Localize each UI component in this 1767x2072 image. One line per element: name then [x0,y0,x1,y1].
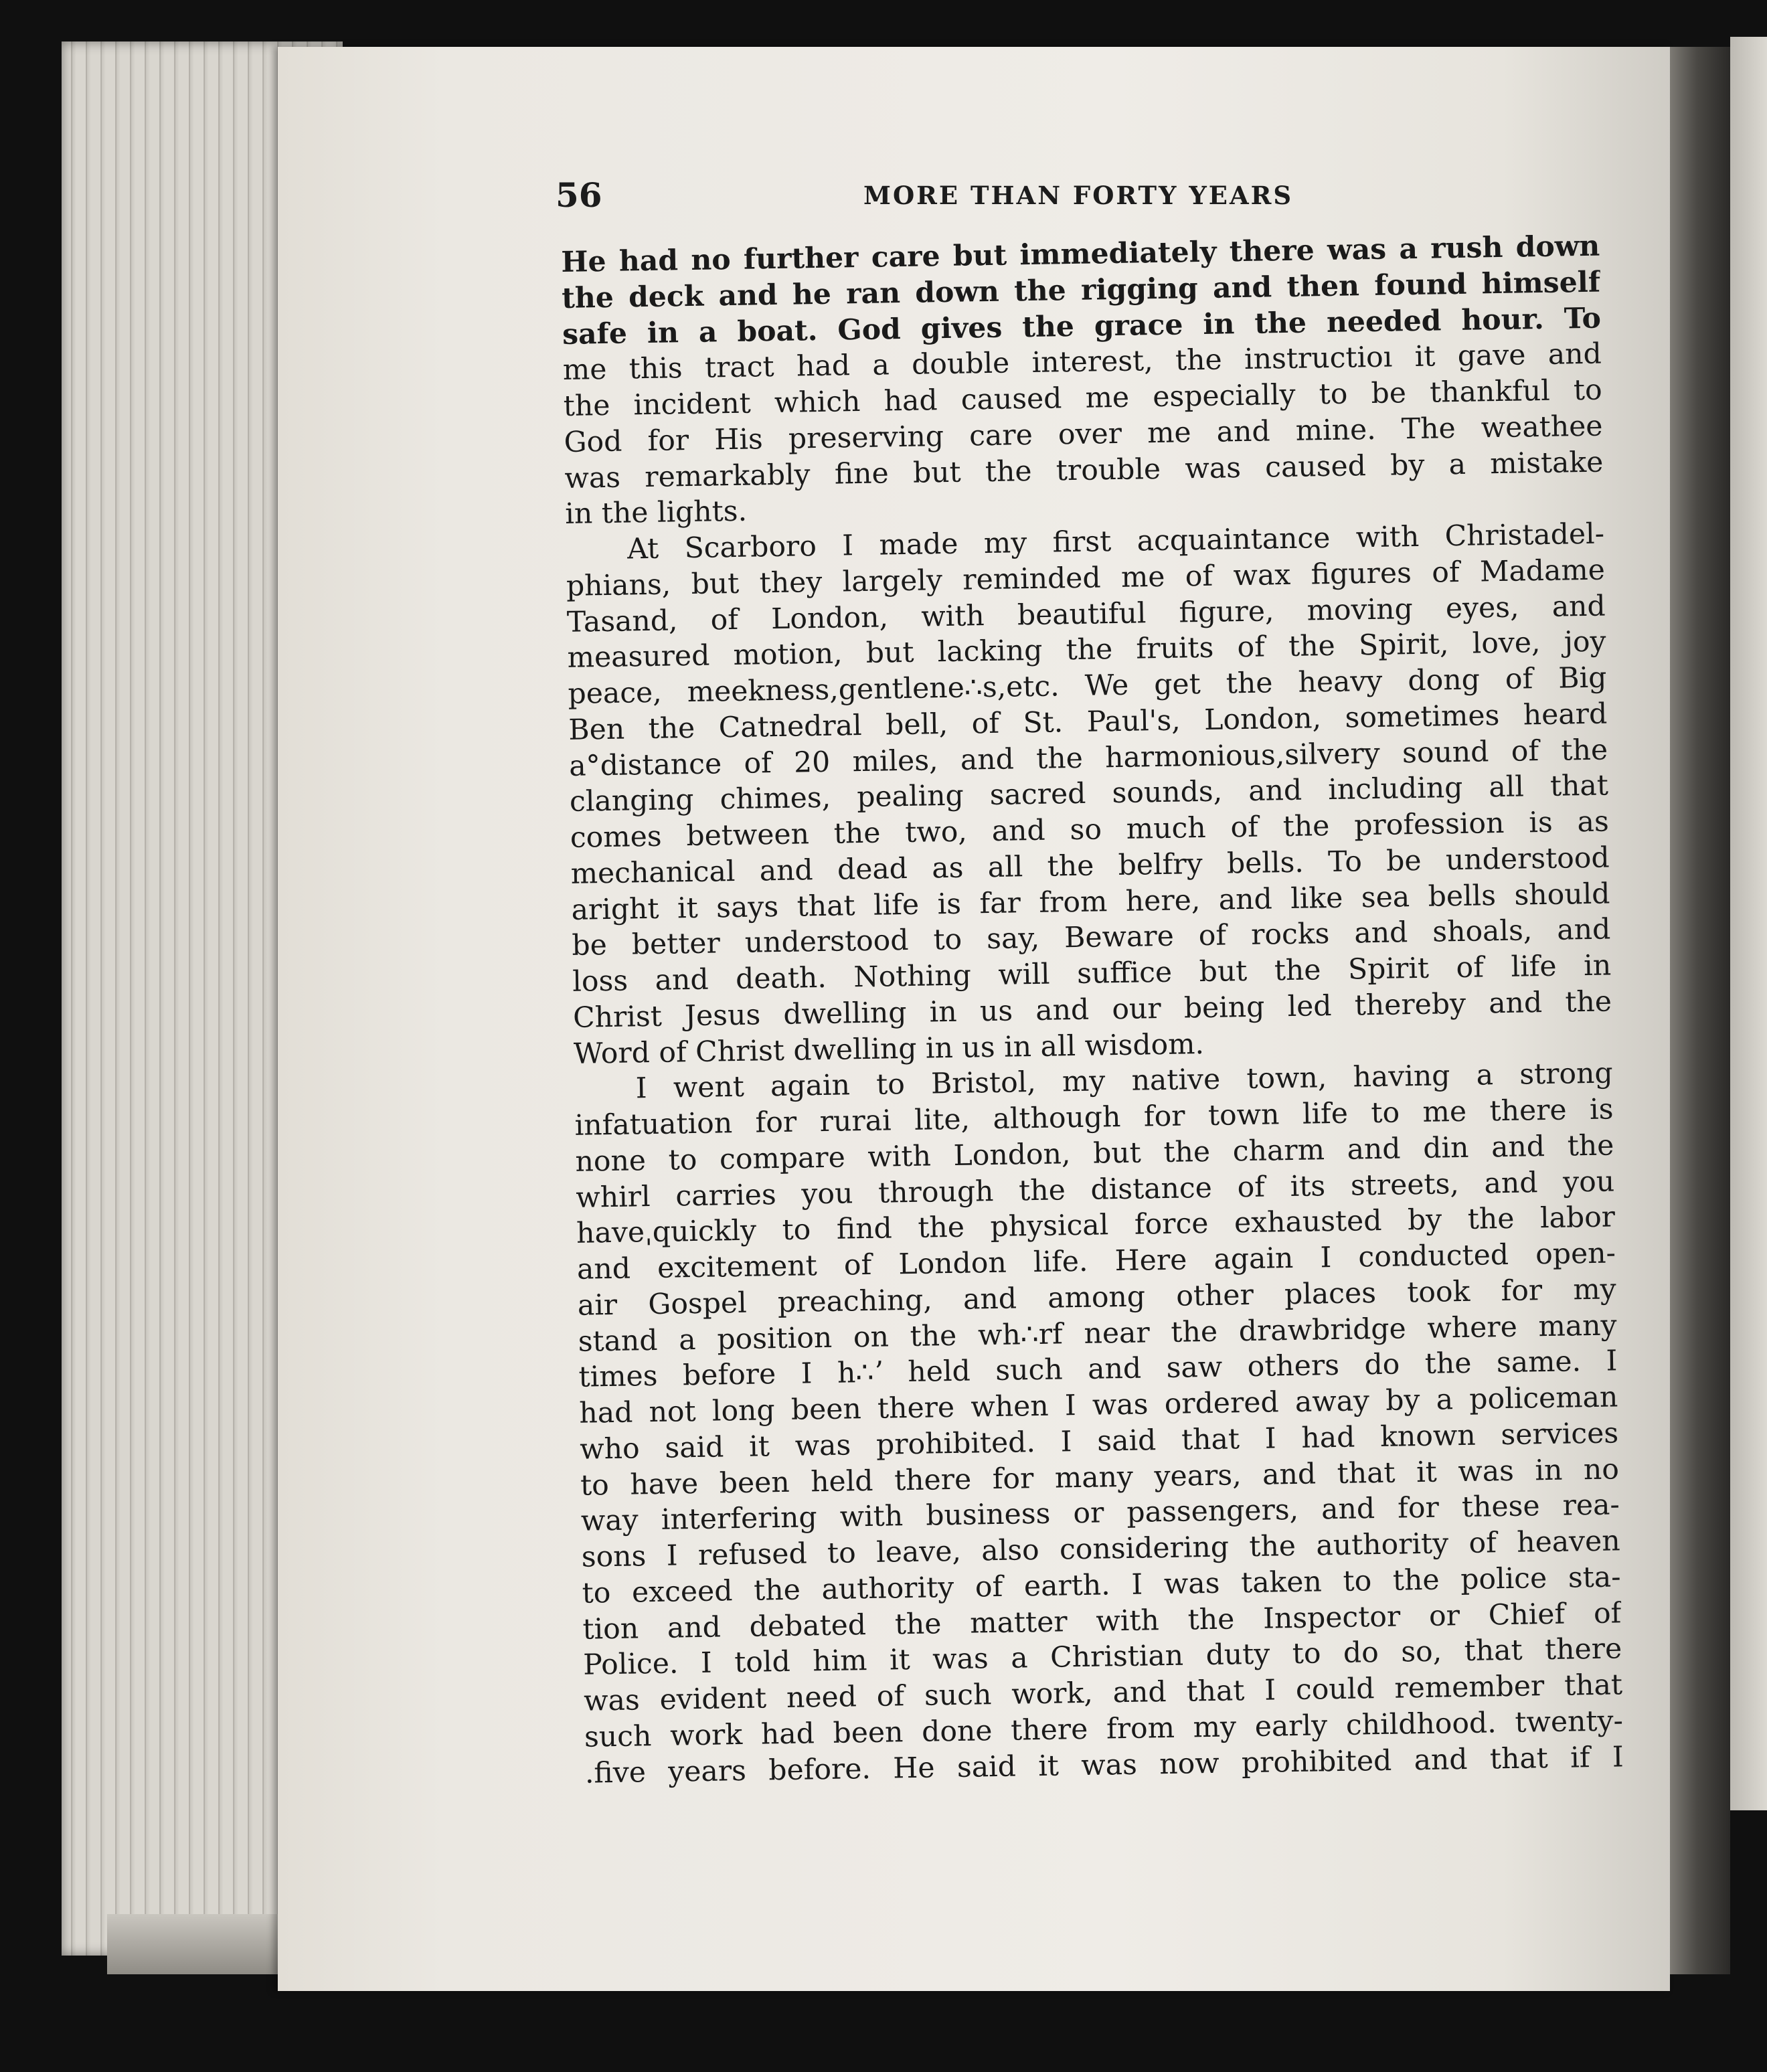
text-line: was evident need of such work, and that I could remember that [583,1668,1623,1718]
page-number: 56 [556,175,602,215]
text-line: He had no further care but immediately there was a rush down [561,229,1600,279]
text-line: tion and debated the matter with the Inspector or Chief of [582,1596,1622,1646]
running-head-title: MORE THAN FORTY YEARS [863,181,1294,210]
facing-page-edge [1730,37,1767,1810]
text-line: me this tract had a double interest, the instructioı it gave and [562,337,1602,387]
text-line: sons I refused to leave, also considering the authority of heaven [581,1525,1621,1574]
text-line: to exceed the authority of earth. I was taken to the police sta- [582,1561,1621,1610]
text-line: air Gospel preaching, and among other places took for my [577,1273,1617,1322]
text-line: was remarkably fine but the trouble was caused by a mistake [564,446,1604,495]
text-line: infatuation for rurai lite, although for town life to me there is [574,1093,1614,1142]
text-line: aright it says that life is far from here, and like sea bells should [571,877,1610,927]
text-line: Christ Jesus dwelling in us and our being led thereby and the [572,985,1612,1035]
text-line: safe in a boat. God gives the grace in the needed hour. To [562,301,1602,351]
text-line: At Scarboro I made my first acquaintance with Christadel- [626,517,1605,566]
text-line: loss and death. Nothing will suffice but the Spirit of life in [572,949,1612,999]
text-line: had not long been there when I was ordered away by a policeman [579,1381,1618,1430]
text-line: whirl carries you through the distance of its streets, and you [575,1164,1615,1215]
text-line: be better understood to say, Beware of rocks and shoals, and [572,913,1611,963]
text-line: .five years before. He said it was now prohibited and that if I [584,1740,1624,1790]
text-line: Police. I told him it was a Christian duty to do so, that there [582,1632,1622,1682]
binding-gutter [1670,47,1730,1974]
text-line: way interfering with business or passengers, and for these rea- [580,1488,1620,1539]
text-line: such work had been done there from my early childhood. twenty- [584,1705,1624,1754]
text-line: peace, meekness,gentlene∴s,etc. We get the heavy dong of Big [568,661,1607,711]
text-line: a°distance of 20 miles, and the harmonious,silvery sound of the [568,733,1608,783]
text-line: God for His preserving care over me and mine. The weathee [564,410,1603,459]
text-line: Tasand, of London, with beautiful figure, moving eyes, and [566,590,1606,639]
text-line: clanging chimes, pealing sacred sounds, and including all that [569,769,1609,819]
text-line: the incident which had caused me especially to be thankful to [563,373,1602,423]
running-head [556,175,1707,215]
text-line: phians, but they largely reminded me of wax figures of Madame [566,553,1606,603]
text-line: comes between the two, and so much of the profession is as [570,805,1610,855]
text-line: measured motion, but lacking the fruits of the Spirit, love, joy [567,625,1606,675]
text-line: in the lights. [564,495,748,531]
text-line: none to compare with London, but the charm and din and the [575,1129,1614,1179]
body-text [561,229,1624,1792]
text-line: I went again to Bristol, my native town, having a strong [635,1057,1614,1106]
text-line: haveˌquickly to find the physical force exhausted by the labor [576,1201,1616,1251]
text-line: the deck and he ran down the rigging and then found himself [561,265,1601,315]
text-line: times before I h∴ʼ held such and saw others do the same. I [578,1345,1618,1395]
text-line: to have been held there for many years, and that it was in no [580,1452,1620,1502]
text-line: Ben the Catnedral bell, of St. Paul's, London, sometimes heard [568,697,1608,747]
text-line: Word of Christ dwelling in us in all wisdom. [573,1027,1205,1071]
text-line: mechanical and dead as all the belfry bells. To be understood [570,841,1610,891]
text-line: stand a position on the wh∴rf near the drawbridge where many [578,1308,1617,1359]
text-line: who said it was prohibited. I said that I had known services [579,1417,1619,1466]
text-line: and excitement of London life. Here again I conducted open- [576,1237,1616,1286]
